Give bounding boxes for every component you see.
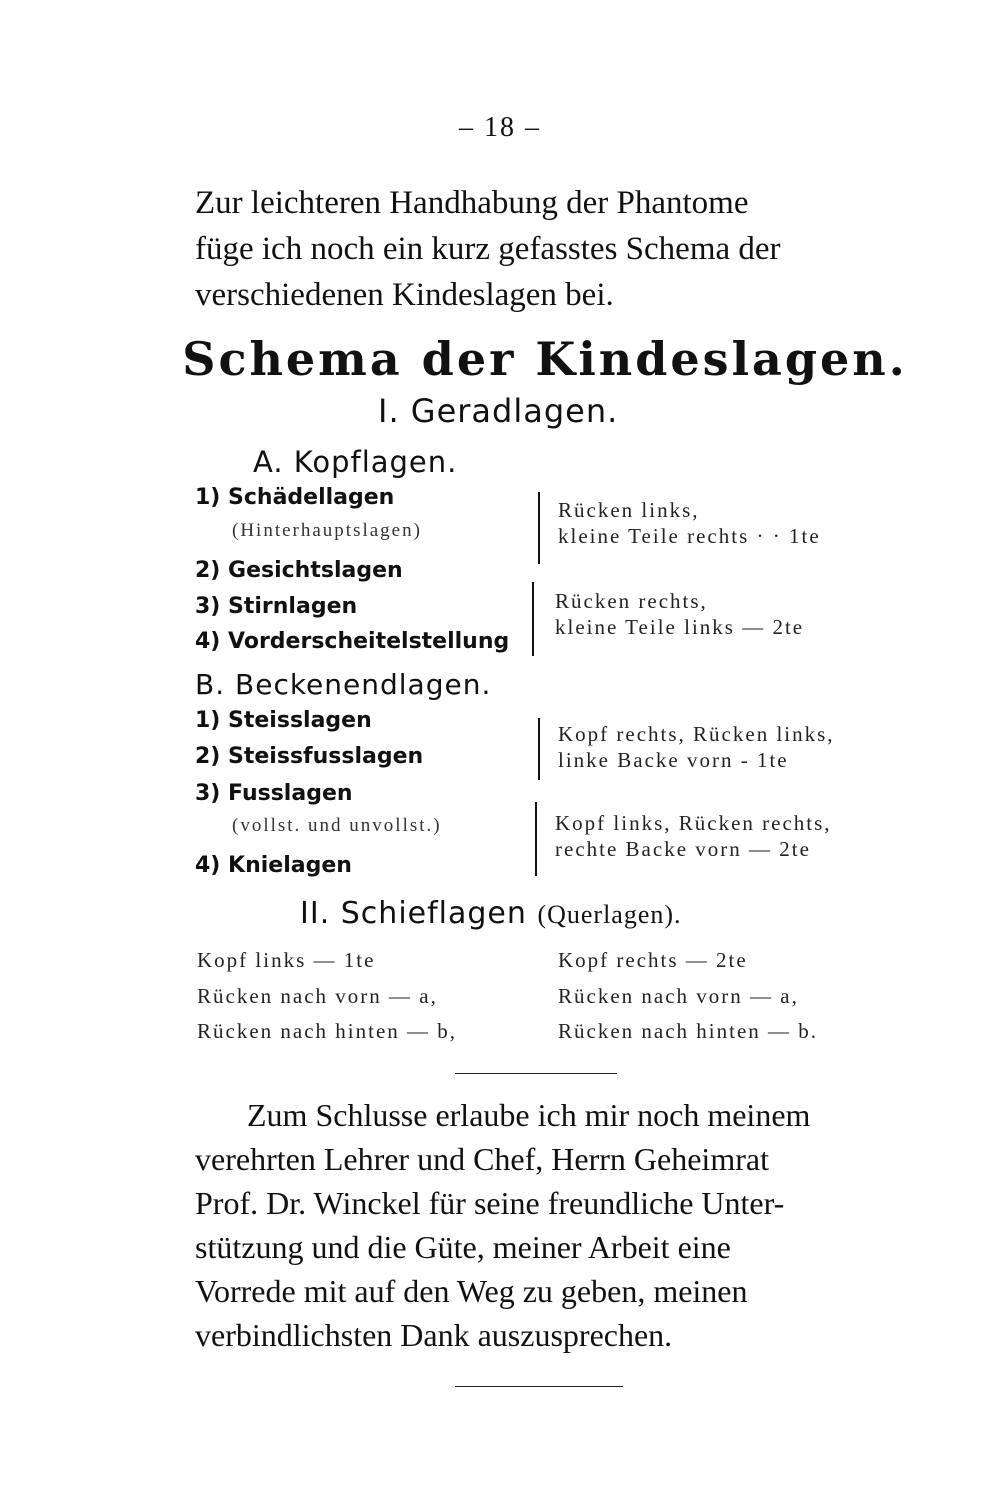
- closing-paragraph: [195, 1093, 890, 1357]
- group-b-desc-second: [555, 810, 832, 862]
- page-number: – 18 –: [459, 112, 541, 143]
- oblique-right-line-2: Rücken nach vorn — a,: [558, 984, 799, 1008]
- brace-line: [538, 492, 540, 564]
- brace-line: [538, 718, 540, 780]
- desc-line: rechte Backe vorn — 2te: [555, 837, 811, 861]
- group-b-item-2: 2) Steissfusslagen: [195, 744, 424, 769]
- group-a-item-1-note: (Hinterhauptslagen): [232, 520, 422, 541]
- group-a-item-1: 1) Schädellagen: [195, 485, 395, 510]
- intro-paragraph: [195, 180, 895, 318]
- closing-line: verehrten Lehrer und Chef, Herrn Geheimrat: [195, 1141, 769, 1177]
- section-divider: [455, 1073, 617, 1074]
- desc-line: Kopf links, Rücken rechts,: [555, 811, 832, 835]
- intro-line: verschiedenen Kindeslagen bei.: [195, 277, 614, 313]
- group-b-item-3: 3) Fusslagen: [195, 781, 353, 806]
- oblique-right-line-1: Kopf rechts — 2te: [558, 948, 748, 972]
- oblique-left-line-3: Rücken nach hinten — b,: [197, 1019, 458, 1043]
- end-divider: [455, 1386, 623, 1387]
- closing-line: stützung und die Güte, meiner Arbeit eine: [195, 1229, 731, 1265]
- group-a-item-3: 3) Stirnlagen: [195, 594, 358, 619]
- group-a-desc-first: [558, 497, 821, 549]
- section-two-heading: [300, 896, 682, 931]
- closing-line: verbindlichsten Dank auszusprechen.: [195, 1317, 673, 1353]
- closing-line: Vorrede mit auf den Weg zu geben, meinen: [195, 1273, 748, 1309]
- brace-line: [535, 802, 537, 876]
- desc-line: Kopf rechts, Rücken links,: [558, 722, 835, 746]
- closing-line: Zum Schlusse erlaube ich mir noch meinem: [247, 1097, 811, 1133]
- section-one-heading: I. Geradlagen.: [378, 392, 619, 430]
- intro-line: Zur leichteren Handhabung der Phantome: [195, 185, 749, 221]
- schema-title: Schema der Kindeslagen.: [182, 332, 908, 386]
- section-two-heading-paren: (Querlagen).: [537, 900, 682, 929]
- group-b-desc-first: [558, 721, 835, 773]
- group-a-item-2: 2) Gesichtslagen: [195, 558, 403, 583]
- oblique-left-line-2: Rücken nach vorn — a,: [197, 984, 438, 1008]
- oblique-right-line-3: Rücken nach hinten — b.: [558, 1019, 819, 1043]
- group-b-item-3-note: (vollst. und unvollst.): [232, 815, 442, 836]
- group-a-item-4: 4) Vorderscheitelstellung: [195, 629, 510, 654]
- group-a-heading: A. Kopflagen.: [253, 445, 458, 479]
- desc-line: linke Backe vorn - 1te: [558, 748, 789, 772]
- desc-line: Rücken rechts,: [555, 589, 708, 613]
- section-two-heading-text: II. Schieflagen: [300, 896, 527, 931]
- oblique-left-line-1: Kopf links — 1te: [197, 948, 376, 972]
- intro-line: füge ich noch ein kurz gefasstes Schema der: [195, 231, 781, 267]
- desc-line: Rücken links,: [558, 498, 700, 522]
- group-b-item-1: 1) Steisslagen: [195, 708, 372, 733]
- brace-line: [532, 582, 534, 656]
- group-b-item-4: 4) Knielagen: [195, 853, 352, 878]
- desc-line: kleine Teile rechts · · 1te: [558, 524, 821, 548]
- closing-line: Prof. Dr. Winckel für seine freundliche Unter-: [195, 1185, 785, 1221]
- group-a-desc-second: [555, 588, 804, 640]
- group-b-heading: B. Beckenendlagen.: [195, 668, 492, 701]
- desc-line: kleine Teile links — 2te: [555, 615, 805, 639]
